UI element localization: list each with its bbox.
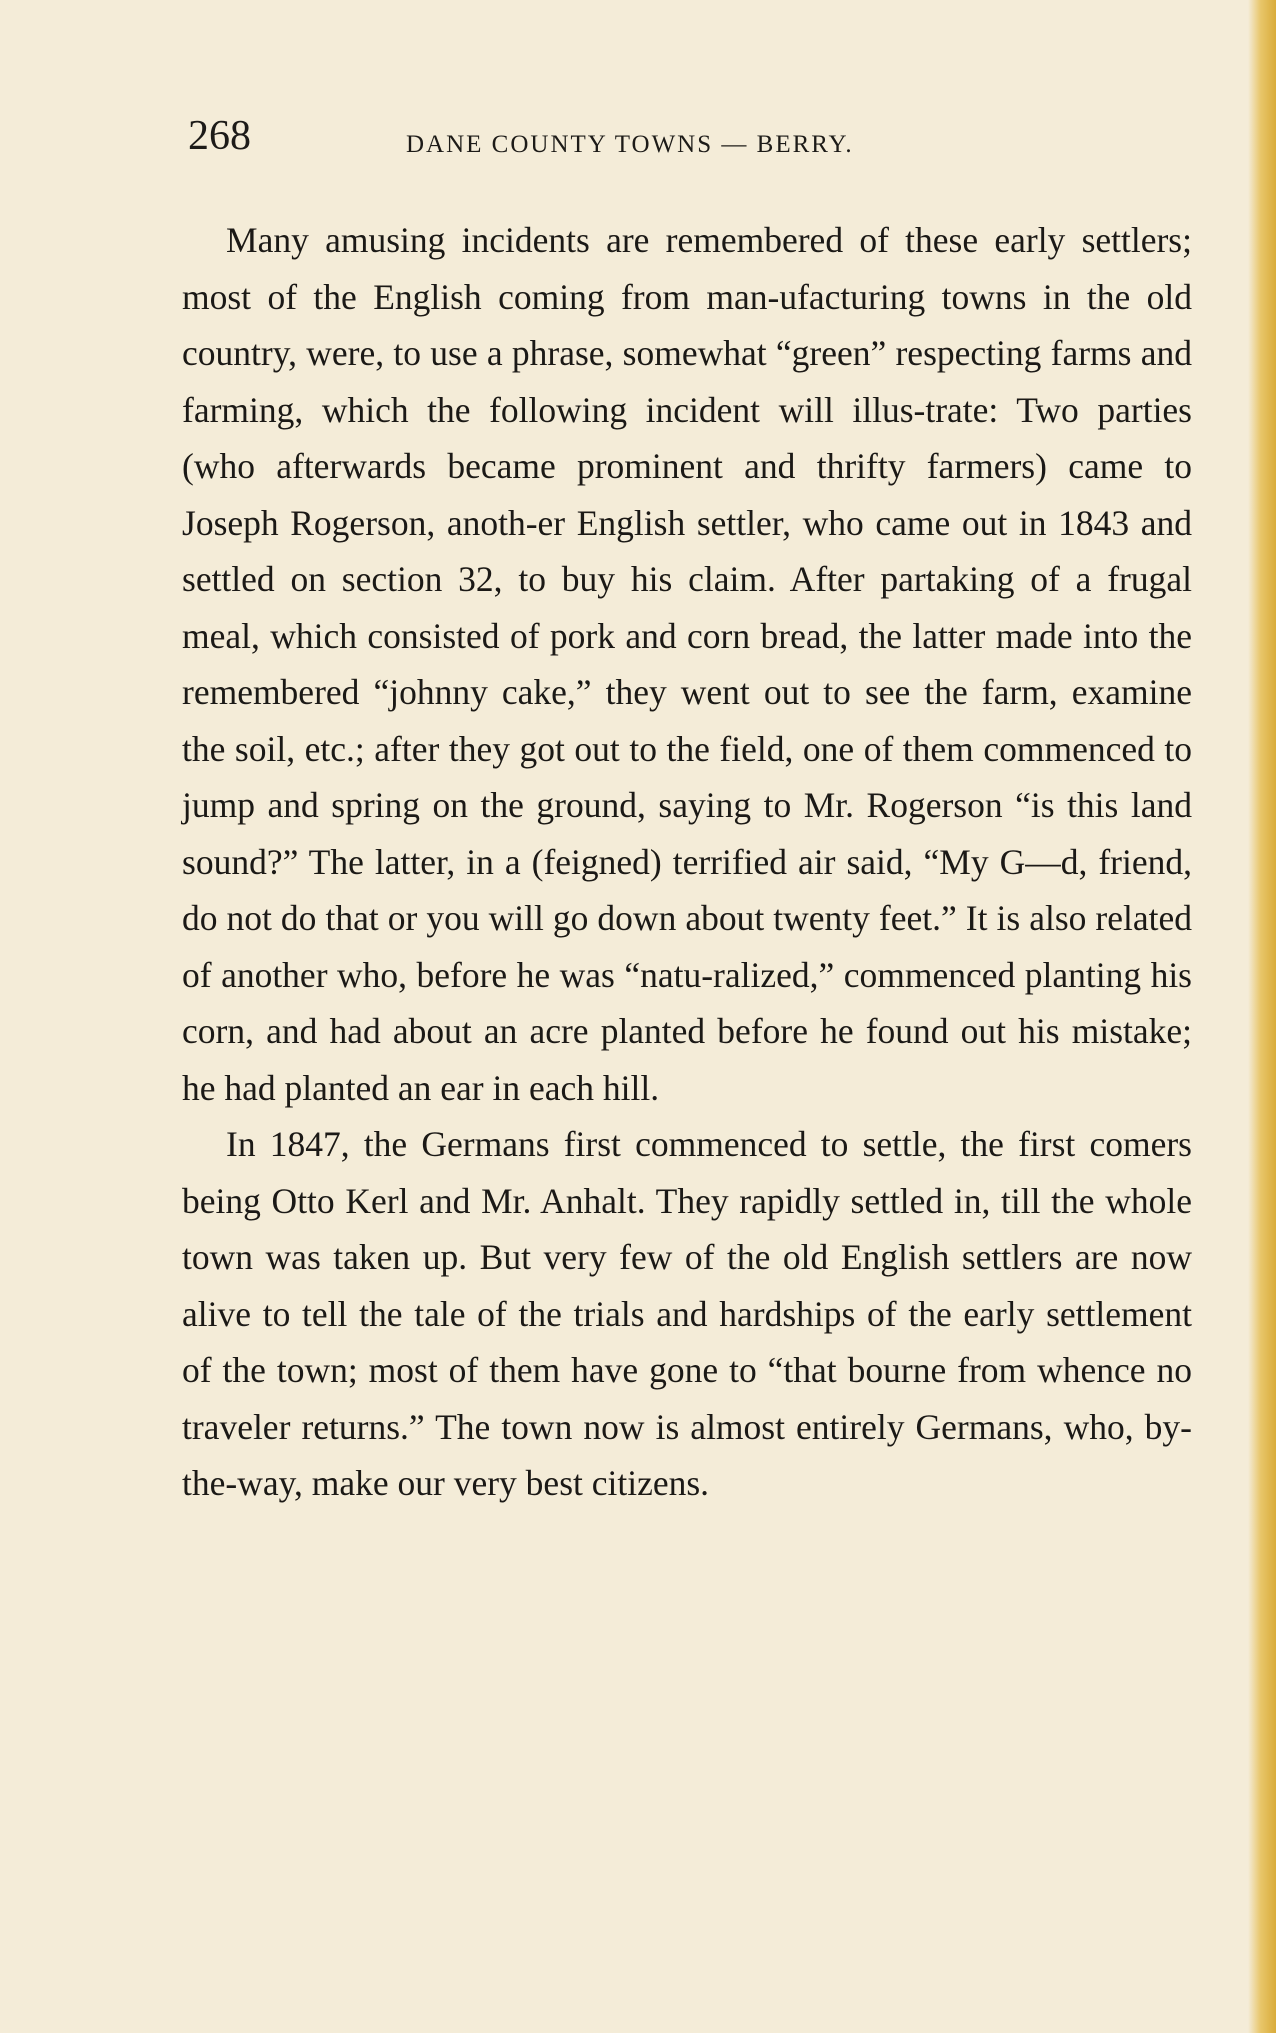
body-text	[182, 212, 1192, 1512]
running-head: DANE COUNTY TOWNS — BERRY.	[406, 131, 854, 158]
paragraph-2: In 1847, the Germans first commenced to settle, the first comers being Otto Kerl and Mr. Anhalt. They rapidly settled in, till the whole town was taken up. But very few of the old English settlers are now alive to tell the tale of the trials and hardships of the early settlement of the town; most of them have gone to “that bourne from whence no traveler returns.” The town now is almost entirely Germans, who, by-the-way, make our very best citizens.	[182, 1124, 1192, 1503]
page-number: 268	[188, 113, 251, 159]
paragraph-1: Many amusing incidents are remembered of these early settlers; most of the English coming from man-ufacturing towns in the old country, were, to use a phrase, somewhat “green” respecting farms and farming, which the following incident will illus-trate: Two parties (who afterwards became prominent and thrifty farmers) came to Joseph Rogerson, anoth-er English settler, who came out in 1843 and settled on section 32, to buy his claim. After partaking of a frugal meal, which consisted of pork and corn bread, the latter made into the remembered “johnny cake,” they went out to see the farm, examine the soil, etc.; after they got out to the field, one of them commenced to jump and spring on the ground, saying to Mr. Rogerson “is this land sound?” The latter, in a (feigned) terrified air said, “My G—d, friend, do not do that or you will go down about twenty feet.” It is also related of another who, before he was “natu-ralized,” commenced planting his corn, and had about an acre planted before he found out his mistake; he had planted an ear in each hill.	[182, 220, 1192, 1108]
page-header	[188, 112, 1198, 172]
page-edge	[1248, 0, 1276, 2033]
